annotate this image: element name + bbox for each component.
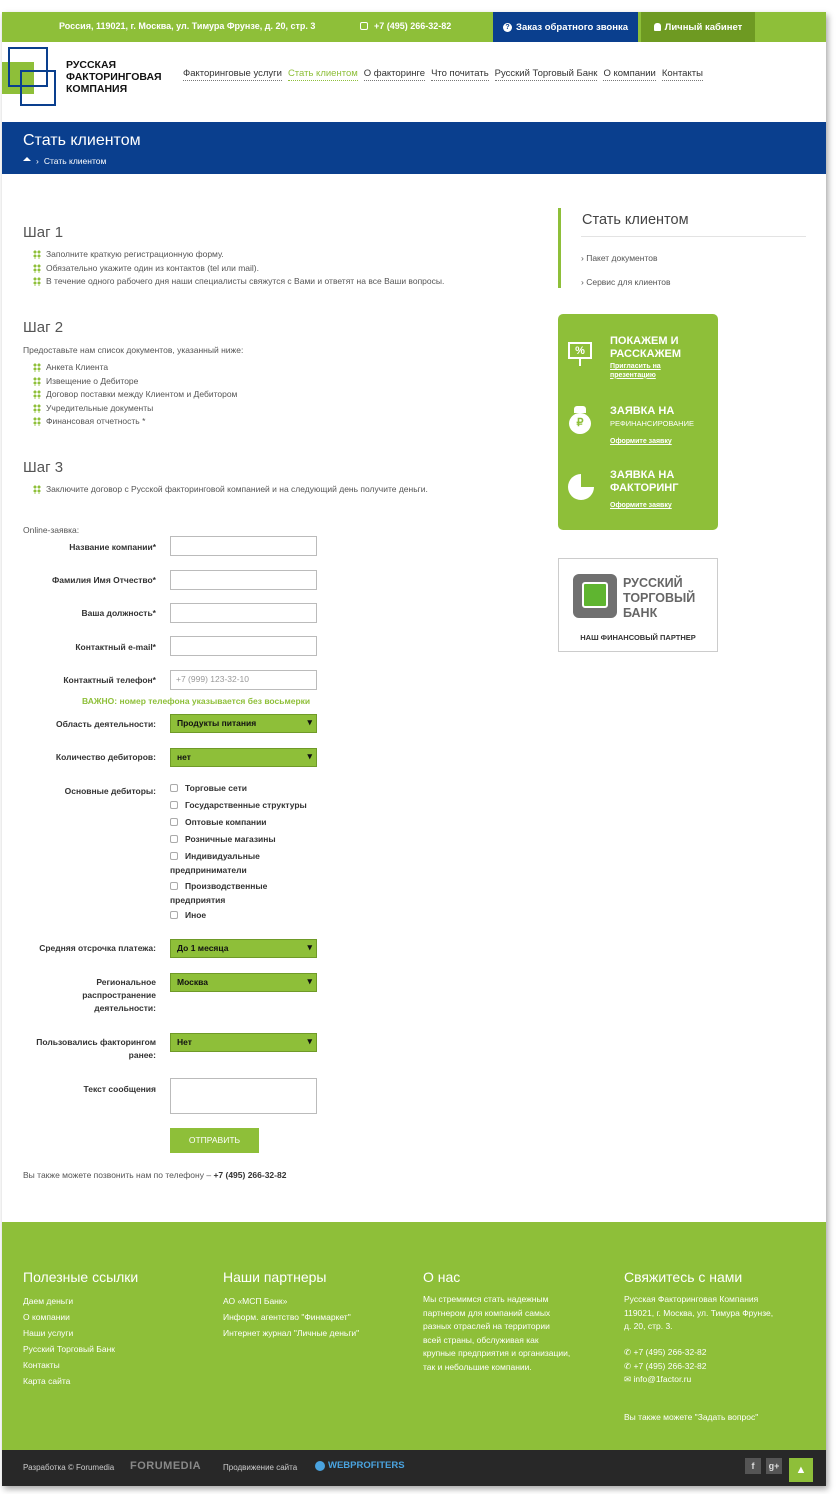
main-nav <box>183 68 703 81</box>
call-note: Вы также можете позвонить нам по телефону – +7 (495) 266-32-82 <box>23 1170 287 1180</box>
debtor-checkbox[interactable]: Производственные предприятия <box>170 881 268 905</box>
footer-partners-title: Наши партнеры <box>223 1269 327 1285</box>
step2-list <box>23 361 243 429</box>
promo-link[interactable]: Оформите заявку <box>610 438 672 445</box>
footer-contact-details <box>624 1346 707 1387</box>
step2-title: Шаг 2 <box>23 319 64 336</box>
footer-link[interactable]: Информ. агентство "Финмаркет" <box>223 1312 351 1322</box>
logo-line3: КОМПАНИЯ <box>66 83 128 95</box>
home-icon[interactable] <box>23 157 31 161</box>
partner-name: РУССКИЙ ТОРГОВЫЙ БАНК <box>623 576 696 620</box>
checkbox[interactable] <box>170 801 178 809</box>
page-banner <box>2 122 826 174</box>
footer-link[interactable]: Даем деньги <box>23 1296 74 1306</box>
nav-about-factoring[interactable]: О факторинге <box>363 68 426 79</box>
promo-link[interactable]: Пригласить на презентацию <box>610 363 661 379</box>
phone-input[interactable]: +7 (999) 123-32-10 <box>170 670 317 690</box>
delay-select[interactable]: До 1 месяца ▾ <box>170 939 317 958</box>
bottom-bar <box>2 1450 826 1486</box>
debtor-checkbox[interactable]: Оптовые компании <box>170 815 320 829</box>
debtor-checkbox[interactable]: Иное <box>170 908 320 922</box>
footer-link[interactable]: Интернет журнал "Личные деньги" <box>223 1328 360 1338</box>
envelope-icon: ✉ <box>624 1374 634 1384</box>
footer-email[interactable]: ✉ info@1factor.ru <box>624 1374 692 1384</box>
debtor-checkbox[interactable]: Торговые сети <box>170 781 320 795</box>
ask-question-link[interactable]: "Задать вопрос" <box>694 1412 759 1422</box>
chevron-right-icon: › <box>581 277 587 287</box>
scroll-top-button[interactable] <box>789 1458 813 1482</box>
footer-link[interactable]: АО «МСП Банк» <box>223 1296 288 1306</box>
company-label: Название компании* <box>69 542 156 552</box>
footer-links <box>23 1293 115 1389</box>
debtors-count-select[interactable]: нет ▾ <box>170 748 317 767</box>
chevron-up-icon: ▲ <box>795 1464 807 1476</box>
footer-contact-address: Русская Факторинговая Компания 119021, г. Москва, ул. Тимура Фрунзе, д. 20, стр. 3. <box>624 1294 774 1331</box>
list-item: Финансовая отчетность * <box>23 415 243 429</box>
step2-section <box>23 319 243 429</box>
footer-about-title: О нас <box>423 1269 461 1285</box>
step1-list <box>23 248 444 289</box>
facebook-icon[interactable]: f <box>745 1458 761 1474</box>
footer-partners <box>223 1293 359 1341</box>
position-input[interactable] <box>170 603 317 623</box>
sidebar-link-service[interactable]: › Сервис для клиентов <box>581 277 671 287</box>
debtors-count-label: Количество дебиторов: <box>55 752 156 762</box>
forumedia-logo[interactable]: FORUMEDIA <box>130 1460 202 1472</box>
user-icon <box>654 23 661 31</box>
phone-icon: ✆ <box>624 1360 634 1371</box>
logo-text <box>66 59 162 95</box>
breadcrumb-current: Стать клиентом <box>43 156 107 166</box>
chevron-right-icon: › <box>581 253 587 263</box>
logo-line1: РУССКАЯ <box>66 59 117 71</box>
partner-caption: НАШ ФИНАНСОВЫЙ ПАРТНЕР <box>580 633 696 642</box>
promo-credit: Продвижение сайта <box>223 1463 298 1472</box>
step3-title: Шаг 3 <box>23 459 64 476</box>
footer-link[interactable]: Наши услуги <box>23 1328 74 1338</box>
debtor-checkbox[interactable]: Розничные магазины <box>170 832 320 846</box>
promo-link[interactable]: Оформите заявку <box>610 502 672 509</box>
used-select[interactable]: Нет ▾ <box>170 1033 317 1052</box>
list-item: Учредительные документы <box>23 402 243 416</box>
logo-square-2 <box>20 70 56 106</box>
logo[interactable] <box>2 42 172 122</box>
message-label: Текст сообщения <box>83 1084 156 1094</box>
submit-button[interactable]: ОТПРАВИТЬ <box>170 1128 259 1153</box>
email-label: Контактный e-mail* <box>75 642 156 652</box>
checkbox[interactable] <box>170 852 178 860</box>
page <box>2 12 826 1486</box>
company-input[interactable] <box>170 536 317 556</box>
promo-title[interactable]: ПОКАЖЕМ И РАССКАЖЕМ <box>610 335 682 360</box>
list-item: Заключите договор с Русской факторинговой компанией и на следующий день получите деньги. <box>23 483 428 497</box>
phone-icon <box>360 22 368 30</box>
money-bag-icon: ₽ <box>566 406 594 434</box>
list-item: Анкета Клиента <box>23 361 243 375</box>
debtors-label: Основные дебиторы: <box>64 786 156 796</box>
footer-link[interactable]: О компании <box>23 1312 70 1322</box>
dev-credit: Разработка © Forumedia <box>23 1463 115 1472</box>
activity-label: Область деятельности: <box>55 719 156 729</box>
nav-about-company[interactable]: О компании <box>603 68 656 79</box>
pie-chart-icon <box>566 472 594 500</box>
nav-reading[interactable]: Что почитать <box>431 68 489 79</box>
rtb-logo-icon <box>573 574 617 618</box>
footer-phone[interactable]: ✆ +7 (495) 266-32-82 <box>624 1360 707 1371</box>
phone-icon: ✆ <box>624 1347 634 1357</box>
header <box>2 42 826 122</box>
sidebar-link-docs[interactable]: › Пакет документов <box>581 253 658 263</box>
fio-label: Фамилия Имя Отчество* <box>52 575 156 585</box>
region-label: Региональное распространение деятельности: <box>82 977 156 1013</box>
partner-banner[interactable] <box>558 558 718 652</box>
list-item: Договор поставки между Клиентом и Дебитором <box>23 388 243 402</box>
promo-title[interactable]: ЗАЯВКА НА РЕФИНАНСИРОВАНИЕ <box>610 405 694 428</box>
checkbox[interactable] <box>170 835 178 843</box>
phone-note: ВАЖНО: номер телефона указывается без восьмерки <box>82 696 311 706</box>
top-phone[interactable]: +7 (495) 266-32-82 <box>360 21 451 31</box>
list-item: Извещение о Дебиторе <box>23 375 243 389</box>
footer <box>2 1222 826 1450</box>
checkbox[interactable] <box>170 882 178 890</box>
question-icon: ? <box>503 23 512 32</box>
list-item: В течение одного рабочего дня наши специалисты свяжутся с Вами и ответят на все Ваши вопросы. <box>23 275 444 289</box>
webprofiters-logo[interactable]: WEBPROFITERS <box>315 1460 405 1471</box>
promo-title[interactable]: ЗАЯВКА НА ФАКТОРИНГ <box>610 469 679 494</box>
list-item: Обязательно укажите один из контактов (tel или mail). <box>23 262 444 276</box>
form-caption: Online-заявка: <box>23 525 80 535</box>
step3-section <box>23 459 428 497</box>
footer-phone[interactable]: ✆ +7 (495) 266-32-82 <box>624 1347 707 1357</box>
fio-input[interactable] <box>170 570 317 590</box>
globe-icon <box>315 1461 325 1471</box>
presentation-icon: % <box>566 338 594 366</box>
breadcrumb <box>23 156 106 166</box>
promo-box <box>558 314 718 530</box>
footer-ask: Вы также можете "Задать вопрос" <box>624 1412 759 1422</box>
nav-contacts[interactable]: Контакты <box>661 68 703 79</box>
list-item: Заполните краткую регистрационную форму. <box>23 248 444 262</box>
used-label: Пользовались факторингом ранее: <box>36 1037 156 1060</box>
top-bar <box>2 12 826 42</box>
page-title: Стать клиентом <box>23 132 141 149</box>
region-select[interactable]: Москва ▾ <box>170 973 317 992</box>
footer-link[interactable]: Контакты <box>23 1360 60 1370</box>
debtor-checkbox[interactable]: Индивидуальные предприниматели <box>170 851 260 875</box>
checkbox[interactable] <box>170 818 178 826</box>
phone-label: Контактный телефон* <box>63 675 156 685</box>
email-input[interactable] <box>170 636 317 656</box>
step1-section <box>23 224 444 289</box>
checkbox[interactable] <box>170 911 178 919</box>
logo-line2: ФАКТОРИНГОВАЯ <box>66 71 162 83</box>
googleplus-icon[interactable]: g+ <box>766 1458 782 1474</box>
footer-links-title: Полезные ссылки <box>23 1269 139 1285</box>
position-label: Ваша должность* <box>81 608 156 618</box>
footer-about-text: Мы стремимся стать надежным партнером для компаний самых разных отраслей на территории всей страны, обслуживая как крупные предприятия и организации, так и небольшие компании. <box>423 1294 571 1372</box>
footer-link[interactable]: Русский Торговый Банк <box>23 1344 115 1354</box>
checkbox[interactable] <box>170 784 178 792</box>
nav-become-client[interactable]: Стать клиентом <box>287 68 358 79</box>
delay-label: Средняя отсрочка платежа: <box>39 943 156 953</box>
nav-services[interactable]: Факторинговые услуги <box>183 68 282 79</box>
activity-select[interactable]: Продукты питания ▾ <box>170 714 317 733</box>
step2-intro: Предоставьте нам список документов, указанный ниже: <box>23 345 244 355</box>
footer-contact-title: Свяжитесь с нами <box>624 1269 743 1285</box>
breadcrumb-separator-icon: › <box>36 156 39 166</box>
footer-link[interactable]: Карта сайта <box>23 1376 71 1386</box>
nav-rtb[interactable]: Русский Торговый Банк <box>494 68 598 79</box>
top-address: Россия, 119021, г. Москва, ул. Тимура Фрунзе, д. 20, стр. 3 <box>59 21 316 31</box>
message-textarea[interactable] <box>170 1078 317 1114</box>
divider <box>581 236 806 237</box>
debtor-checkbox[interactable]: Государственные структуры <box>170 798 320 812</box>
cabinet-button[interactable]: Личный кабинет <box>641 12 755 42</box>
callback-button[interactable]: ? Заказ обратного звонка <box>493 12 638 42</box>
sidebar-menu <box>558 208 806 288</box>
sidebar-title: Стать клиентом <box>582 212 689 228</box>
step1-title: Шаг 1 <box>23 224 64 241</box>
call-phone[interactable]: +7 (495) 266-32-82 <box>213 1170 287 1180</box>
step3-list <box>23 483 428 497</box>
